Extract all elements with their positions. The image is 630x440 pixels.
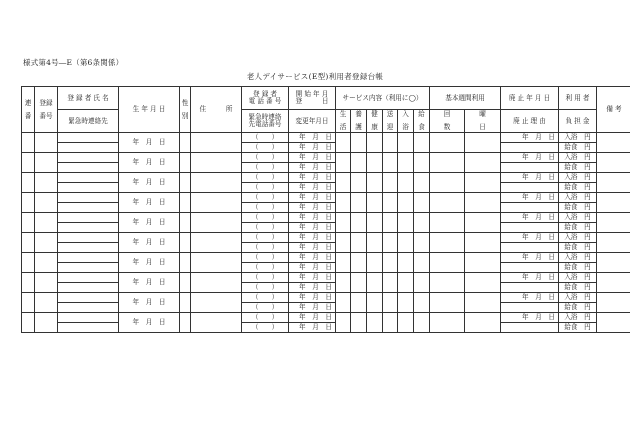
change-date-cell[interactable]: 年 月 日 [289,183,336,193]
basic-day-cell[interactable] [465,253,501,273]
service-check-cell[interactable] [351,313,367,333]
address-cell[interactable] [191,193,242,213]
header-birthdate: 生 年 月 日 [119,87,180,133]
service-check-cell[interactable] [398,273,414,293]
record-row-top [22,233,630,243]
reg-number-cell[interactable] [35,253,58,273]
service-check-cell[interactable] [414,173,430,193]
sex-cell[interactable] [180,293,191,313]
sex-cell[interactable] [180,193,191,213]
basic-count-cell[interactable] [430,153,465,173]
basic-count-cell[interactable] [430,173,465,193]
abolish-date-cell[interactable]: 年 月 日 [501,273,559,283]
start-date-cell[interactable]: 年 月 日 [289,133,336,143]
meal-fee-cell[interactable]: 給食 円 [559,303,597,313]
service-check-cell[interactable] [367,173,383,193]
service-check-cell[interactable] [367,233,383,253]
meal-fee-cell[interactable]: 給食 円 [559,243,597,253]
registrant-name-cell[interactable] [58,233,119,243]
start-date-cell[interactable]: 年 月 日 [289,293,336,303]
meal-fee-cell[interactable]: 給食 円 [559,223,597,233]
bath-fee-cell[interactable]: 入浴 円 [559,173,597,183]
serial-cell[interactable] [22,173,35,193]
header-emergency-contact: 緊急時連絡先 [58,110,119,133]
birthdate-cell[interactable]: 年 月 日 [119,273,180,293]
basic-count-cell[interactable] [430,313,465,333]
abolish-date-cell[interactable]: 年 月 日 [501,133,559,143]
service-check-cell[interactable] [383,173,398,193]
birthdate-cell[interactable]: 年 月 日 [119,133,180,153]
basic-day-cell[interactable] [465,193,501,213]
service-check-cell[interactable] [414,193,430,213]
birthdate-cell[interactable]: 年 月 日 [119,253,180,273]
basic-day-cell[interactable] [465,133,501,153]
registrant-phone-cell[interactable]: （ ） [242,173,289,183]
service-check-cell[interactable] [383,233,398,253]
basic-count-cell[interactable] [430,213,465,233]
basic-count-cell[interactable] [430,293,465,313]
service-check-cell[interactable] [398,213,414,233]
basic-count-cell[interactable] [430,233,465,253]
reg-number-cell[interactable] [35,173,58,193]
service-check-cell[interactable] [367,273,383,293]
service-check-cell[interactable] [351,213,367,233]
emergency-phone-cell[interactable]: （ ） [242,243,289,253]
sex-cell[interactable] [180,213,191,233]
bath-fee-cell[interactable]: 入浴 円 [559,293,597,303]
service-check-cell[interactable] [398,153,414,173]
record-row-top [22,253,630,263]
service-check-cell[interactable] [336,173,351,193]
registrant-phone-cell[interactable]: （ ） [242,253,289,263]
service-check-cell[interactable] [398,133,414,153]
remarks-cell[interactable] [597,253,630,273]
registrant-name-cell[interactable] [58,293,119,303]
service-check-cell[interactable] [351,173,367,193]
remarks-cell[interactable] [597,233,630,253]
birthdate-cell[interactable]: 年 月 日 [119,193,180,213]
service-check-cell[interactable] [336,133,351,153]
basic-day-cell[interactable] [465,273,501,293]
service-check-cell[interactable] [398,193,414,213]
emergency-contact-cell[interactable] [58,183,119,193]
birthdate-cell[interactable]: 年 月 日 [119,173,180,193]
basic-day-cell[interactable] [465,153,501,173]
emergency-phone-cell[interactable]: （ ） [242,323,289,333]
serial-cell[interactable] [22,153,35,173]
service-check-cell[interactable] [398,293,414,313]
abolish-reason-cell[interactable] [501,303,559,313]
service-check-cell[interactable] [351,273,367,293]
basic-day-cell[interactable] [465,313,501,333]
abolish-reason-cell[interactable] [501,283,559,293]
address-cell[interactable] [191,153,242,173]
emergency-contact-cell[interactable] [58,203,119,213]
service-check-cell[interactable] [383,213,398,233]
change-date-cell[interactable]: 年 月 日 [289,323,336,333]
header-address: 住 所 [191,87,242,133]
service-check-cell[interactable] [351,193,367,213]
service-check-cell[interactable] [367,313,383,333]
service-check-cell[interactable] [336,153,351,173]
address-cell[interactable] [191,173,242,193]
record-row-bottom [22,143,630,153]
serial-cell[interactable] [22,213,35,233]
birthdate-cell[interactable]: 年 月 日 [119,233,180,253]
service-check-cell[interactable] [414,133,430,153]
birthdate-cell[interactable]: 年 月 日 [119,153,180,173]
basic-day-cell[interactable] [465,213,501,233]
registrant-name-cell[interactable] [58,193,119,203]
change-date-cell[interactable]: 年 月 日 [289,303,336,313]
header-service-transport: 送 迎 [383,110,398,133]
emergency-contact-cell[interactable] [58,263,119,273]
service-check-cell[interactable] [367,133,383,153]
remarks-cell[interactable] [597,313,630,333]
header-registrant-name: 登 録 者 氏 名 [58,87,119,110]
registrant-name-cell[interactable] [58,173,119,183]
record-row-bottom [22,163,630,173]
record-row-bottom [22,203,630,213]
reg-number-cell[interactable] [35,293,58,313]
remarks-cell[interactable] [597,133,630,153]
change-date-cell[interactable]: 年 月 日 [289,163,336,173]
service-check-cell[interactable] [351,293,367,313]
address-cell[interactable] [191,293,242,313]
registrant-phone-cell[interactable]: （ ） [242,273,289,283]
basic-count-cell[interactable] [430,193,465,213]
emergency-phone-cell[interactable]: （ ） [242,163,289,173]
service-check-cell[interactable] [414,233,430,253]
abolish-reason-cell[interactable] [501,323,559,333]
service-check-cell[interactable] [351,253,367,273]
meal-fee-cell[interactable]: 給食 円 [559,143,597,153]
abolish-reason-cell[interactable] [501,243,559,253]
record-row-bottom [22,183,630,193]
record-row-bottom [22,223,630,233]
header-remarks: 備 考 [597,87,630,133]
reg-number-cell[interactable] [35,273,58,293]
abolish-date-cell[interactable]: 年 月 日 [501,233,559,243]
emergency-contact-cell[interactable] [58,143,119,153]
service-check-cell[interactable] [383,193,398,213]
header-serial: 連 番 [22,87,35,133]
header-start-date: 開 始 年 月 登 日 [289,87,336,110]
start-date-cell[interactable]: 年 月 日 [289,173,336,183]
sex-cell[interactable] [180,173,191,193]
bath-fee-cell[interactable]: 入浴 円 [559,273,597,283]
abolish-date-cell[interactable]: 年 月 日 [501,253,559,263]
change-date-cell[interactable]: 年 月 日 [289,283,336,293]
meal-fee-cell[interactable]: 給食 円 [559,183,597,193]
basic-count-cell[interactable] [430,273,465,293]
serial-cell[interactable] [22,273,35,293]
service-check-cell[interactable] [398,173,414,193]
remarks-cell[interactable] [597,213,630,233]
service-check-cell[interactable] [336,313,351,333]
emergency-contact-cell[interactable] [58,323,119,333]
remarks-cell[interactable] [597,153,630,173]
header-change-date: 変更年月日 [289,110,336,133]
change-date-cell[interactable]: 年 月 日 [289,203,336,213]
bath-fee-cell[interactable]: 入浴 円 [559,153,597,163]
start-date-cell[interactable]: 年 月 日 [289,213,336,223]
service-check-cell[interactable] [336,213,351,233]
sex-cell[interactable] [180,253,191,273]
emergency-phone-cell[interactable]: （ ） [242,283,289,293]
service-check-cell[interactable] [367,193,383,213]
service-check-cell[interactable] [414,313,430,333]
registrant-phone-cell[interactable]: （ ） [242,313,289,323]
sex-cell[interactable] [180,273,191,293]
serial-cell[interactable] [22,253,35,273]
service-check-cell[interactable] [383,253,398,273]
header-basic-group: 基本週間利用 [430,87,501,110]
header-reg-number: 登録 番号 [35,87,58,133]
change-date-cell[interactable]: 年 月 日 [289,243,336,253]
header-service-care: 養 護 [351,110,367,133]
reg-number-cell[interactable] [35,193,58,213]
abolish-reason-cell[interactable] [501,183,559,193]
change-date-cell[interactable]: 年 月 日 [289,143,336,153]
basic-count-cell[interactable] [430,133,465,153]
meal-fee-cell[interactable]: 給食 円 [559,163,597,173]
service-check-cell[interactable] [383,313,398,333]
meal-fee-cell[interactable]: 給食 円 [559,263,597,273]
sex-cell[interactable] [180,133,191,153]
start-date-cell[interactable]: 年 月 日 [289,153,336,163]
service-check-cell[interactable] [336,253,351,273]
header-service-health: 健 康 [367,110,383,133]
record-row-bottom [22,243,630,253]
service-check-cell[interactable] [367,253,383,273]
address-cell[interactable] [191,273,242,293]
serial-cell[interactable] [22,193,35,213]
emergency-phone-cell[interactable]: （ ） [242,263,289,273]
header-burden-bottom: 負 担 金 [559,110,597,133]
service-check-cell[interactable] [367,293,383,313]
bath-fee-cell[interactable]: 入浴 円 [559,233,597,243]
header-registrant-phone: 登 録 者 電 話 番 号 [242,87,289,110]
birthdate-cell[interactable]: 年 月 日 [119,313,180,333]
service-check-cell[interactable] [351,153,367,173]
abolish-reason-cell[interactable] [501,223,559,233]
reg-number-cell[interactable] [35,233,58,253]
header-burden-top: 利 用 者 [559,87,597,110]
abolish-reason-cell[interactable] [501,203,559,213]
registrant-phone-cell[interactable]: （ ） [242,193,289,203]
header-basic-day: 曜 日 [465,110,501,133]
sex-cell[interactable] [180,153,191,173]
abolish-date-cell[interactable]: 年 月 日 [501,193,559,203]
abolish-date-cell[interactable]: 年 月 日 [501,153,559,163]
bath-fee-cell[interactable]: 入浴 円 [559,193,597,203]
reg-number-cell[interactable] [35,213,58,233]
header-service-life: 生 活 [336,110,351,133]
abolish-reason-cell[interactable] [501,263,559,273]
birthdate-cell[interactable]: 年 月 日 [119,213,180,233]
emergency-contact-cell[interactable] [58,223,119,233]
service-check-cell[interactable] [351,233,367,253]
service-check-cell[interactable] [367,213,383,233]
service-check-cell[interactable] [398,253,414,273]
remarks-cell[interactable] [597,293,630,313]
meal-fee-cell[interactable]: 給食 円 [559,203,597,213]
service-check-cell[interactable] [414,253,430,273]
service-check-cell[interactable] [336,233,351,253]
remarks-cell[interactable] [597,193,630,213]
abolish-date-cell[interactable]: 年 月 日 [501,293,559,303]
registration-ledger-table [21,86,630,333]
service-check-cell[interactable] [351,133,367,153]
remarks-cell[interactable] [597,273,630,293]
header-service-group: サービス内容（利用に◯） [336,87,430,110]
address-cell[interactable] [191,233,242,253]
document-title: 老人デイサービス(E型)利用者登録台帳 [246,72,384,81]
serial-cell[interactable] [22,233,35,253]
service-check-cell[interactable] [383,153,398,173]
service-check-cell[interactable] [414,153,430,173]
service-check-cell[interactable] [336,193,351,213]
emergency-phone-cell[interactable]: （ ） [242,303,289,313]
abolish-date-cell[interactable]: 年 月 日 [501,173,559,183]
emergency-contact-cell[interactable] [58,303,119,313]
service-check-cell[interactable] [383,273,398,293]
registrant-name-cell[interactable] [58,273,119,283]
registrant-phone-cell[interactable]: （ ） [242,153,289,163]
record-row-bottom [22,303,630,313]
header-abolish-reason: 廃 止 理 由 [501,110,559,133]
service-check-cell[interactable] [336,293,351,313]
record-row-bottom [22,323,630,333]
serial-cell[interactable] [22,133,35,153]
record-row-top [22,153,630,163]
birthdate-cell[interactable]: 年 月 日 [119,293,180,313]
header-service-bath: 入 浴 [398,110,414,133]
abolish-date-cell[interactable]: 年 月 日 [501,213,559,223]
serial-cell[interactable] [22,313,35,333]
remarks-cell[interactable] [597,173,630,193]
sex-cell[interactable] [180,233,191,253]
record-row-bottom [22,283,630,293]
sex-cell[interactable] [180,313,191,333]
address-cell[interactable] [191,253,242,273]
service-check-cell[interactable] [398,313,414,333]
registrant-phone-cell[interactable]: （ ） [242,293,289,303]
registrant-phone-cell[interactable]: （ ） [242,133,289,143]
registrant-name-cell[interactable] [58,253,119,263]
start-date-cell[interactable]: 年 月 日 [289,193,336,203]
reg-number-cell[interactable] [35,313,58,333]
registrant-name-cell[interactable] [58,133,119,143]
abolish-date-cell[interactable]: 年 月 日 [501,313,559,323]
meal-fee-cell[interactable]: 給食 円 [559,323,597,333]
reg-number-cell[interactable] [35,153,58,173]
basic-count-cell[interactable] [430,253,465,273]
change-date-cell[interactable]: 年 月 日 [289,223,336,233]
emergency-contact-cell[interactable] [58,163,119,173]
start-date-cell[interactable]: 年 月 日 [289,253,336,263]
header-basic-count: 回 数 [430,110,465,133]
header-abolish-date: 廃 止 年 月 日 [501,87,559,110]
change-date-cell[interactable]: 年 月 日 [289,263,336,273]
bath-fee-cell[interactable]: 入浴 円 [559,133,597,143]
form-id: 様式第4号―E（第6条関係） [23,58,124,67]
service-check-cell[interactable] [383,293,398,313]
abolish-reason-cell[interactable] [501,143,559,153]
basic-day-cell[interactable] [465,173,501,193]
registrant-name-cell[interactable] [58,313,119,323]
record-row-top [22,213,630,223]
service-check-cell[interactable] [336,273,351,293]
emergency-phone-cell[interactable]: （ ） [242,203,289,213]
service-check-cell[interactable] [414,293,430,313]
serial-cell[interactable] [22,293,35,313]
emergency-phone-cell[interactable]: （ ） [242,143,289,153]
emergency-contact-cell[interactable] [58,243,119,253]
emergency-phone-cell[interactable]: （ ） [242,223,289,233]
emergency-contact-cell[interactable] [58,283,119,293]
start-date-cell[interactable]: 年 月 日 [289,233,336,243]
meal-fee-cell[interactable]: 給食 円 [559,283,597,293]
abolish-reason-cell[interactable] [501,163,559,173]
record-row-top [22,193,630,203]
reg-number-cell[interactable] [35,133,58,153]
service-check-cell[interactable] [414,213,430,233]
record-row-top [22,313,630,323]
emergency-phone-cell[interactable]: （ ） [242,183,289,193]
record-row-top [22,293,630,303]
service-check-cell[interactable] [383,133,398,153]
bath-fee-cell[interactable]: 入浴 円 [559,253,597,263]
header-service-meal: 給 食 [414,110,430,133]
record-row-top [22,173,630,183]
record-row-top [22,133,630,143]
header-sex: 性 別 [180,87,191,133]
registrant-name-cell[interactable] [58,153,119,163]
basic-day-cell[interactable] [465,293,501,313]
header-emergency-phone: 緊急時連絡 先電話番号 [242,110,289,133]
address-cell[interactable] [191,213,242,233]
start-date-cell[interactable]: 年 月 日 [289,313,336,323]
bath-fee-cell[interactable]: 入浴 円 [559,313,597,323]
registrant-phone-cell[interactable]: （ ） [242,213,289,223]
service-check-cell[interactable] [398,233,414,253]
bath-fee-cell[interactable]: 入浴 円 [559,213,597,223]
address-cell[interactable] [191,133,242,153]
record-row-top [22,273,630,283]
service-check-cell[interactable] [367,153,383,173]
address-cell[interactable] [191,313,242,333]
service-check-cell[interactable] [414,273,430,293]
start-date-cell[interactable]: 年 月 日 [289,273,336,283]
basic-day-cell[interactable] [465,233,501,253]
registrant-phone-cell[interactable]: （ ） [242,233,289,243]
record-row-bottom [22,263,630,273]
registrant-name-cell[interactable] [58,213,119,223]
